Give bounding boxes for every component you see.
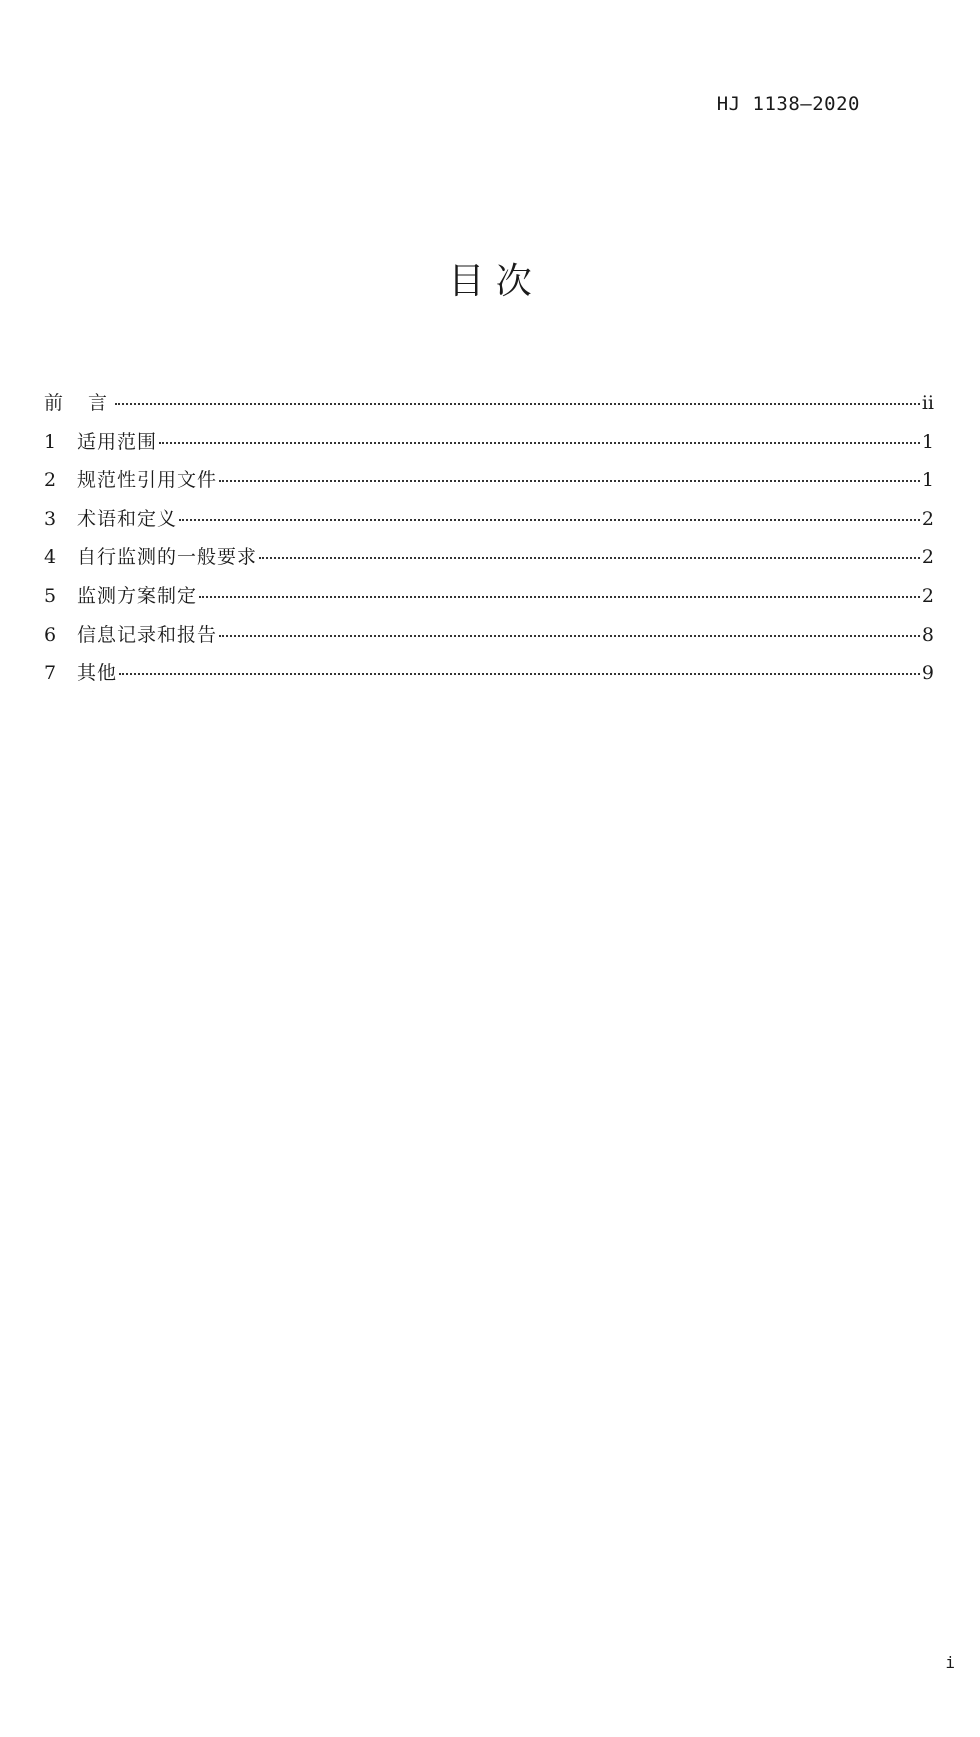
- toc-leader-dots: [259, 557, 920, 559]
- toc-entry-page: 8: [921, 623, 934, 646]
- toc-entry-label: 术语和定义: [77, 507, 178, 530]
- toc-entry-number: 4: [44, 546, 57, 569]
- toc-leader-dots: [219, 635, 920, 637]
- toc-entry-page: 1: [921, 469, 934, 492]
- toc-entry-3[interactable]: [44, 500, 934, 539]
- toc-entry-number: 1: [44, 430, 57, 453]
- toc-entry-7[interactable]: [44, 654, 934, 693]
- toc-entry-page: 1: [921, 430, 934, 453]
- page-title: 目 次: [448, 261, 532, 302]
- toc-entry-page: 2: [921, 584, 934, 607]
- toc-leader-dots: [219, 480, 920, 482]
- toc-entry-page: 2: [921, 546, 934, 569]
- toc-entry-number: 3: [44, 507, 57, 530]
- toc-entry-label: 前言: [44, 392, 133, 414]
- toc-entry-4[interactable]: [44, 538, 934, 577]
- toc-leader-dots: [159, 442, 920, 444]
- table-of-contents: [44, 384, 934, 693]
- standard-number: HJ 1138—2020: [716, 93, 860, 115]
- toc-entry-page: 9: [921, 662, 934, 685]
- toc-entry-number: 6: [44, 623, 57, 646]
- toc-entry-6[interactable]: [44, 616, 934, 655]
- toc-entry-foreword[interactable]: [44, 384, 934, 423]
- toc-entry-5[interactable]: [44, 577, 934, 616]
- toc-entry-label: 规范性引用文件: [77, 469, 218, 492]
- page-number: i: [945, 1653, 955, 1672]
- toc-leader-dots: [199, 596, 920, 598]
- toc-entry-number: 5: [44, 584, 57, 607]
- toc-leader-dots: [179, 519, 920, 521]
- toc-entry-number: 7: [44, 662, 57, 685]
- toc-entry-label: 适用范围: [77, 430, 158, 453]
- toc-leader-dots: [119, 673, 920, 675]
- toc-entry-label: 信息记录和报告: [77, 623, 218, 646]
- toc-entry-page: 2: [921, 507, 934, 530]
- toc-entry-number: 2: [44, 469, 57, 492]
- toc-leader-dots: [115, 403, 920, 405]
- toc-entry-page: ii: [921, 392, 934, 414]
- toc-entry-label: 自行监测的一般要求: [77, 546, 258, 569]
- toc-entry-2[interactable]: [44, 461, 934, 500]
- toc-entry-1[interactable]: [44, 423, 934, 462]
- toc-entry-label: 其他: [77, 662, 118, 685]
- toc-entry-label: 监测方案制定: [77, 584, 198, 607]
